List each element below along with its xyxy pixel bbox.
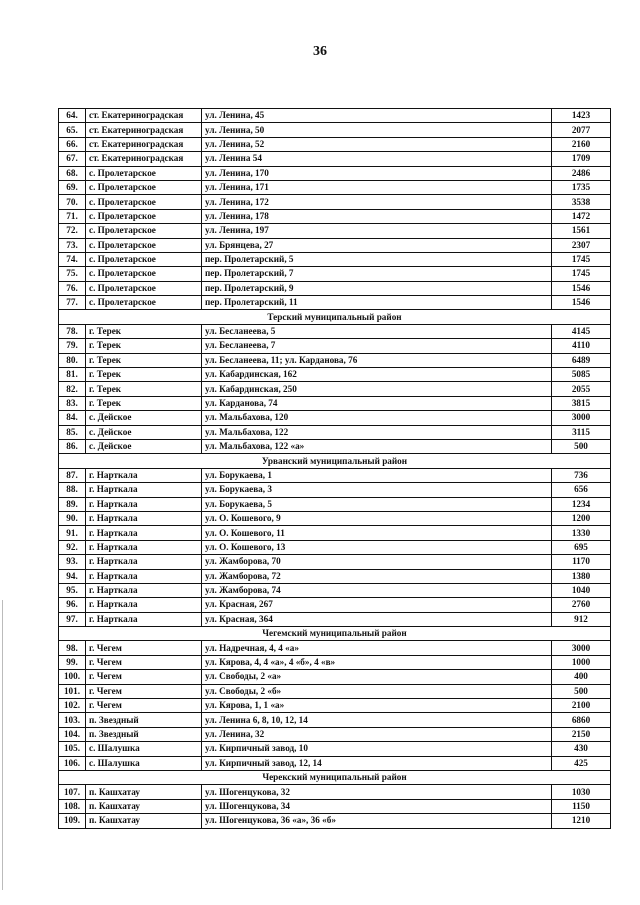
table-row [59,526,611,540]
settlement-name: г. Чегем [86,699,202,713]
table-row [59,224,611,238]
table-row [59,166,611,180]
street-address: ул. Кирпичный завод, 10 [202,742,552,756]
settlement-name: г. Нарткала [86,468,202,482]
table-row [59,641,611,655]
value-cell: 6489 [552,353,611,367]
row-number: 91. [59,526,86,540]
street-address: ул. Борукаева, 3 [202,483,552,497]
table-row [59,670,611,684]
value-cell: 2307 [552,238,611,252]
settlement-name: п. Звездный [86,727,202,741]
settlement-name: с. Пролетарское [86,252,202,266]
street-address: ул. Кирпичный завод, 12, 14 [202,756,552,770]
table-row [59,425,611,439]
value-cell: 1150 [552,799,611,813]
page-number: 36 [313,44,327,59]
row-number: 97. [59,612,86,626]
table-row [59,655,611,669]
street-address: ул. Кярова, 4, 4 «а», 4 «б», 4 «в» [202,655,552,669]
table-row [59,368,611,382]
row-number: 73. [59,238,86,252]
table-row [59,727,611,741]
value-cell: 2100 [552,699,611,713]
street-address: ул. Мальбахова, 122 «а» [202,439,552,453]
table-row [59,785,611,799]
table-row [59,756,611,770]
table-row [59,137,611,151]
table-row [59,497,611,511]
row-number: 76. [59,281,86,295]
street-address: пер. Пролетарский, 7 [202,267,552,281]
row-number: 84. [59,411,86,425]
settlement-name: с. Шалушка [86,756,202,770]
value-cell: 1561 [552,224,611,238]
value-cell: 425 [552,756,611,770]
value-cell: 1745 [552,267,611,281]
row-number: 78. [59,324,86,338]
value-cell: 2077 [552,123,611,137]
table-row [59,238,611,252]
settlement-name: г. Терек [86,353,202,367]
value-cell: 695 [552,540,611,554]
settlement-name: г. Нарткала [86,483,202,497]
value-cell: 1234 [552,497,611,511]
street-address: ул. Карданова, 74 [202,396,552,410]
row-number: 88. [59,483,86,497]
street-address: ул. Жамборова, 70 [202,555,552,569]
settlement-name: п. Звездный [86,713,202,727]
value-cell: 1030 [552,785,611,799]
table-row [59,180,611,194]
table-row [59,583,611,597]
table-row [59,252,611,266]
district-header-row [59,454,611,468]
row-number: 79. [59,339,86,353]
street-address: ул. Бесланеева, 11; ул. Карданова, 76 [202,353,552,367]
row-number: 82. [59,382,86,396]
value-cell: 3000 [552,411,611,425]
table-row [59,612,611,626]
street-address: ул. Ленина 6, 8, 10, 12, 14 [202,713,552,727]
value-cell: 430 [552,742,611,756]
street-address: пер. Пролетарский, 5 [202,252,552,266]
table-row [59,684,611,698]
value-cell: 912 [552,612,611,626]
row-number: 68. [59,166,86,180]
table-row [59,598,611,612]
row-number: 80. [59,353,86,367]
row-number: 92. [59,540,86,554]
street-address: ул. Красная, 267 [202,598,552,612]
row-number: 89. [59,497,86,511]
scan-margin-line [2,600,3,890]
row-number: 90. [59,511,86,525]
value-cell: 1423 [552,109,611,123]
table-row [59,742,611,756]
value-cell: 6860 [552,713,611,727]
table-row [59,267,611,281]
value-cell: 1200 [552,511,611,525]
settlement-name: с. Дейское [86,425,202,439]
street-address: ул. Шогенцукова, 32 [202,785,552,799]
value-cell: 1709 [552,152,611,166]
row-number: 107. [59,785,86,799]
settlement-name: г. Терек [86,324,202,338]
street-address: ул. Ленина, 178 [202,209,552,223]
table-row [59,296,611,310]
street-address: ул. Ленина 54 [202,152,552,166]
settlement-name: г. Терек [86,382,202,396]
row-number: 99. [59,655,86,669]
value-cell: 2160 [552,137,611,151]
street-address: ул. Кабардинская, 162 [202,368,552,382]
settlement-name: с. Дейское [86,411,202,425]
street-address: ул. Жамборова, 74 [202,583,552,597]
value-cell: 4145 [552,324,611,338]
value-cell: 1170 [552,555,611,569]
street-address: ул. О. Кошевого, 11 [202,526,552,540]
settlement-name: ст. Екатериноградская [86,152,202,166]
settlement-name: п. Кашхатау [86,814,202,828]
street-address: ул. Ленина, 171 [202,180,552,194]
table-row [59,814,611,828]
district-name: Терский муниципальный район [59,310,611,324]
settlement-name: г. Нарткала [86,497,202,511]
district-header-row [59,310,611,324]
table-row [59,799,611,813]
row-number: 104. [59,727,86,741]
street-address: ул. Ленина, 52 [202,137,552,151]
street-address: пер. Пролетарский, 11 [202,296,552,310]
district-name: Чегемский муниципальный район [59,627,611,641]
street-address: ул. Ленина, 45 [202,109,552,123]
street-address: ул. О. Кошевого, 9 [202,511,552,525]
value-cell: 1546 [552,281,611,295]
table-row [59,396,611,410]
settlement-name: с. Пролетарское [86,180,202,194]
row-number: 66. [59,137,86,151]
value-cell: 2055 [552,382,611,396]
settlement-name: с. Дейское [86,439,202,453]
row-number: 109. [59,814,86,828]
value-cell: 1210 [552,814,611,828]
settlement-name: с. Шалушка [86,742,202,756]
value-cell: 5085 [552,368,611,382]
value-cell: 3815 [552,396,611,410]
street-address: ул. О. Кошевого, 13 [202,540,552,554]
street-address: ул. Свободы, 2 «а» [202,670,552,684]
row-number: 94. [59,569,86,583]
row-number: 101. [59,684,86,698]
value-cell: 500 [552,439,611,453]
row-number: 95. [59,583,86,597]
district-name: Урванский муниципальный район [59,454,611,468]
value-cell: 1472 [552,209,611,223]
table-row [59,152,611,166]
value-cell: 3000 [552,641,611,655]
street-address: пер. Пролетарский, 9 [202,281,552,295]
settlement-name: г. Нарткала [86,612,202,626]
street-address: ул. Надречная, 4, 4 «а» [202,641,552,655]
table-row [59,540,611,554]
settlement-name: г. Нарткала [86,555,202,569]
table-row [59,324,611,338]
value-cell: 1330 [552,526,611,540]
street-address: ул. Кярова, 1, 1 «а» [202,699,552,713]
row-number: 103. [59,713,86,727]
row-number: 72. [59,224,86,238]
registry-body [59,109,611,829]
street-address: ул. Ленина, 170 [202,166,552,180]
street-address: ул. Ленина, 50 [202,123,552,137]
row-number: 102. [59,699,86,713]
table-row [59,339,611,353]
table-row [59,109,611,123]
table-row [59,569,611,583]
settlement-name: ст. Екатериноградская [86,137,202,151]
table-row [59,123,611,137]
settlement-name: г. Нарткала [86,526,202,540]
table-row [59,699,611,713]
street-address: ул. Брянцева, 27 [202,238,552,252]
row-number: 93. [59,555,86,569]
table-row [59,382,611,396]
street-address: ул. Шогенцукова, 34 [202,799,552,813]
table-row [59,511,611,525]
settlement-name: г. Нарткала [86,598,202,612]
value-cell: 1380 [552,569,611,583]
settlement-name: ст. Екатериноградская [86,109,202,123]
row-number: 74. [59,252,86,266]
settlement-name: г. Нарткала [86,569,202,583]
value-cell: 400 [552,670,611,684]
row-number: 67. [59,152,86,166]
table-row [59,353,611,367]
street-address: ул. Ленина, 197 [202,224,552,238]
row-number: 75. [59,267,86,281]
settlement-name: г. Чегем [86,655,202,669]
settlement-name: п. Кашхатау [86,785,202,799]
value-cell: 4110 [552,339,611,353]
settlement-name: ст. Екатериноградская [86,123,202,137]
table-row [59,195,611,209]
settlement-name: с. Пролетарское [86,209,202,223]
value-cell: 500 [552,684,611,698]
table-row [59,439,611,453]
settlement-name: г. Нарткала [86,583,202,597]
settlement-name: с. Пролетарское [86,166,202,180]
row-number: 96. [59,598,86,612]
value-cell: 3538 [552,195,611,209]
row-number: 108. [59,799,86,813]
table-row [59,468,611,482]
settlement-name: с. Пролетарское [86,281,202,295]
value-cell: 736 [552,468,611,482]
value-cell: 1745 [552,252,611,266]
settlement-name: г. Нарткала [86,511,202,525]
settlement-name: г. Чегем [86,684,202,698]
value-cell: 2760 [552,598,611,612]
settlement-name: г. Терек [86,339,202,353]
street-address: ул. Шогенцукова, 36 «а», 36 «б» [202,814,552,828]
table-row [59,555,611,569]
street-address: ул. Ленина, 32 [202,727,552,741]
settlement-name: г. Чегем [86,641,202,655]
value-cell: 2486 [552,166,611,180]
street-address: ул. Мальбахова, 120 [202,411,552,425]
street-address: ул. Мальбахова, 122 [202,425,552,439]
value-cell: 3115 [552,425,611,439]
table-row [59,411,611,425]
settlement-name: п. Кашхатау [86,799,202,813]
settlement-name: с. Пролетарское [86,224,202,238]
settlement-name: г. Чегем [86,670,202,684]
street-address: ул. Борукаева, 5 [202,497,552,511]
settlement-name: с. Пролетарское [86,195,202,209]
row-number: 83. [59,396,86,410]
row-number: 100. [59,670,86,684]
row-number: 65. [59,123,86,137]
district-name: Черекский муниципальный район [59,770,611,784]
row-number: 106. [59,756,86,770]
table-row [59,483,611,497]
street-address: ул. Кабардинская, 250 [202,382,552,396]
settlement-name: с. Пролетарское [86,296,202,310]
table-row [59,281,611,295]
row-number: 86. [59,439,86,453]
settlement-name: г. Терек [86,368,202,382]
street-address: ул. Борукаева, 1 [202,468,552,482]
district-header-row [59,770,611,784]
row-number: 105. [59,742,86,756]
street-address: ул. Бесланеева, 7 [202,339,552,353]
row-number: 85. [59,425,86,439]
value-cell: 1040 [552,583,611,597]
value-cell: 656 [552,483,611,497]
row-number: 70. [59,195,86,209]
value-cell: 1546 [552,296,611,310]
table-row [59,209,611,223]
district-header-row [59,627,611,641]
settlement-name: г. Нарткала [86,540,202,554]
row-number: 69. [59,180,86,194]
street-address: ул. Бесланеева, 5 [202,324,552,338]
row-number: 87. [59,468,86,482]
row-number: 98. [59,641,86,655]
street-address: ул. Жамборова, 72 [202,569,552,583]
table-row [59,713,611,727]
settlement-name: г. Терек [86,396,202,410]
row-number: 77. [59,296,86,310]
settlement-name: с. Пролетарское [86,267,202,281]
value-cell: 1735 [552,180,611,194]
value-cell: 1000 [552,655,611,669]
row-number: 71. [59,209,86,223]
value-cell: 2150 [552,727,611,741]
housing-registry-table [58,108,611,829]
settlement-name: с. Пролетарское [86,238,202,252]
row-number: 64. [59,109,86,123]
street-address: ул. Красная, 364 [202,612,552,626]
street-address: ул. Ленина, 172 [202,195,552,209]
street-address: ул. Свободы, 2 «б» [202,684,552,698]
row-number: 81. [59,368,86,382]
